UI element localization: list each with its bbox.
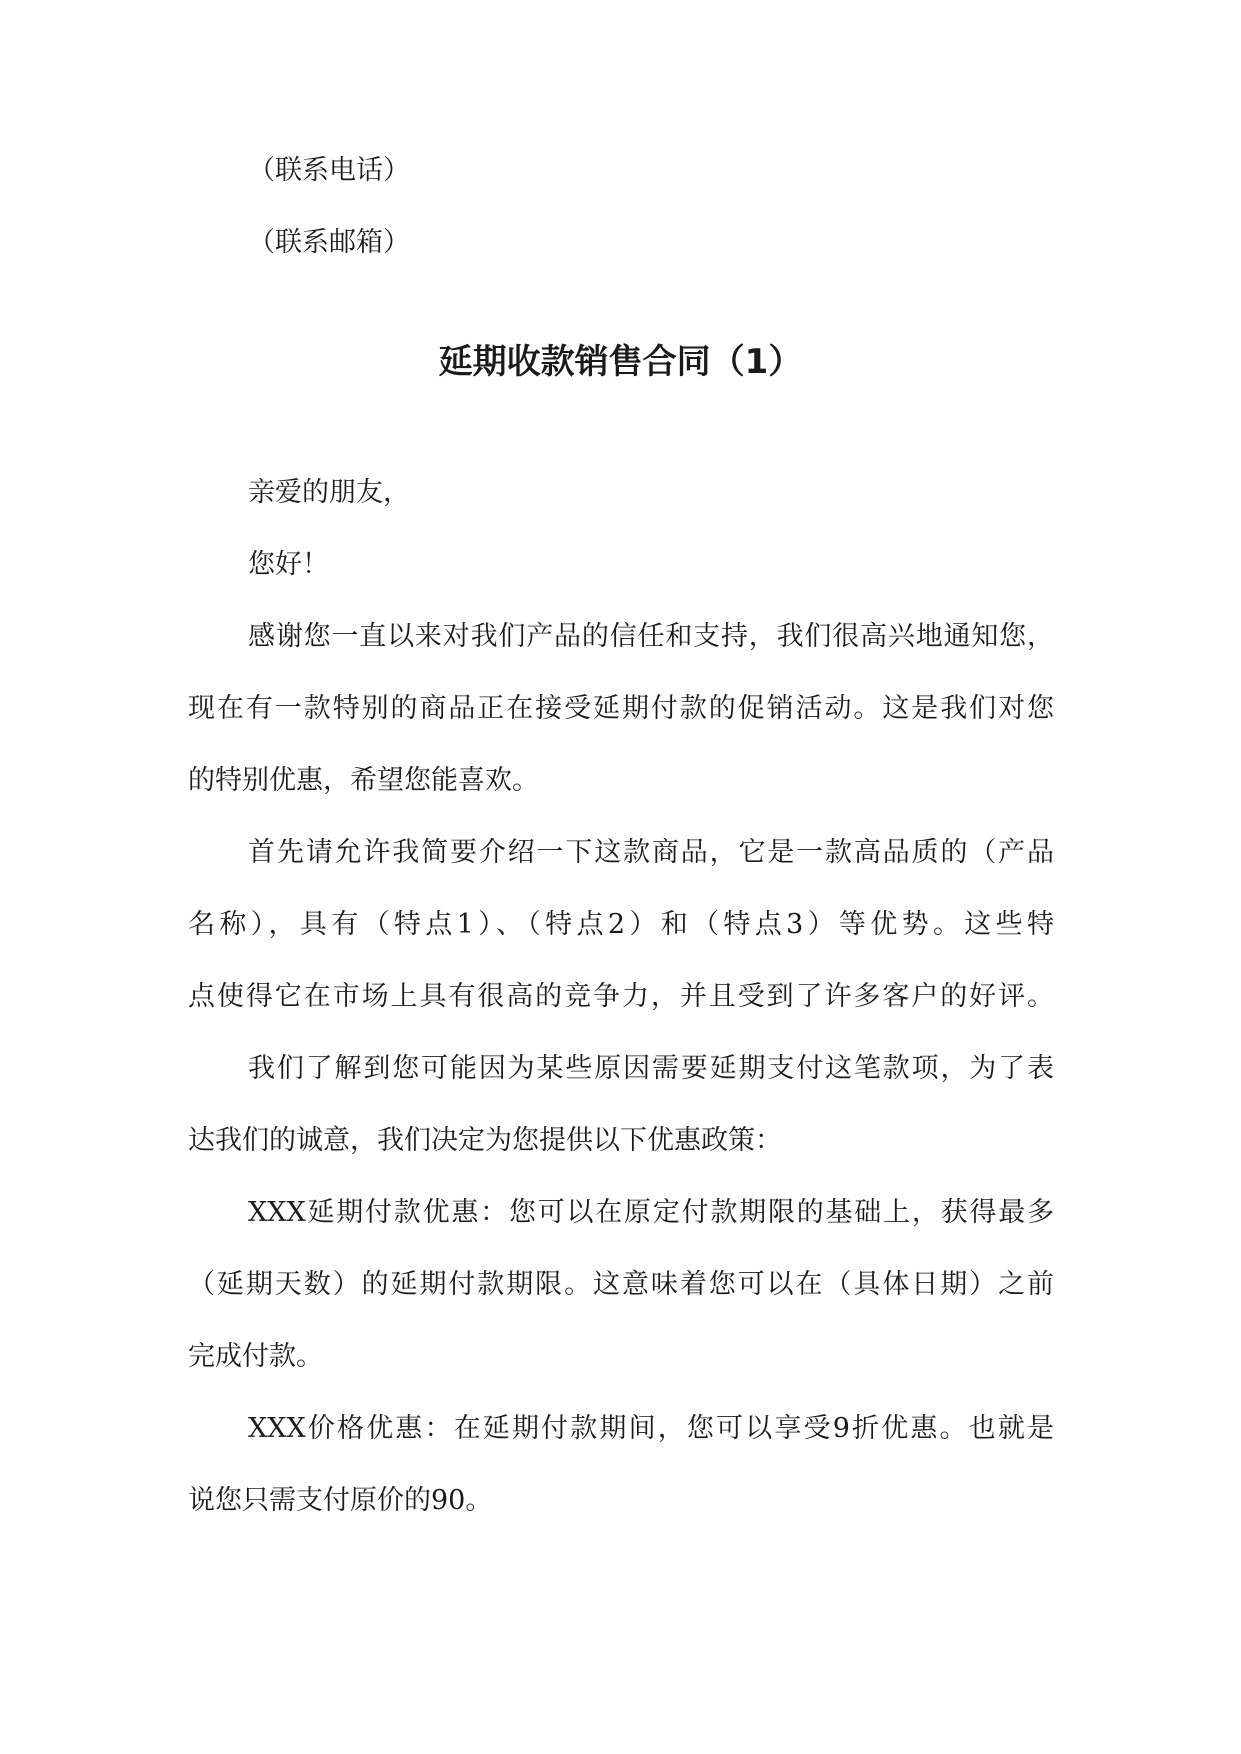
paragraph-4-line-2: （延期天数）的延期付款期限。这意味着您可以在（具体日期）之前 [188,1269,1054,1300]
paragraph-2-line-2: 名称），具有（特点1）、（特点2）和（特点3）等优势。这些特 [188,909,1054,940]
paragraph-2-line-1: 首先请允许我简要介绍一下这款商品，它是一款高品质的（产品 [248,837,1054,868]
paragraph-3-line-2: 达我们的诚意，我们决定为您提供以下优惠政策： [188,1125,782,1156]
paragraph-5-line-1: XXX价格优惠：在延期付款期间，您可以享受9折优惠。也就是 [248,1413,1054,1444]
paragraph-5-line-2: 说您只需支付原价的90。 [188,1485,493,1516]
document-title: 延期收款销售合同（1） [438,342,803,382]
paragraph-1-line-3: 的特别优惠，希望您能喜欢。 [188,765,539,796]
salutation: 亲爱的朋友， [248,477,410,508]
paragraph-3-line-1: 我们了解到您可能因为某些原因需要延期支付这笔款项，为了表 [248,1053,1054,1084]
paragraph-1-line-2: 现在有一款特别的商品正在接受延期付款的促销活动。这是我们对您 [188,693,1054,724]
paragraph-4-line-1: XXX延期付款优惠：您可以在原定付款期限的基础上，获得最多 [248,1197,1054,1228]
contact-phone: （联系电话） [248,155,410,186]
greeting-hello: 您好！ [248,549,329,580]
paragraph-4-line-3: 完成付款。 [188,1341,323,1372]
contact-email: （联系邮箱） [248,227,410,258]
paragraph-1-line-1: 感谢您一直以来对我们产品的信任和支持，我们很高兴地通知您， [248,621,1054,652]
paragraph-2-line-3: 点使得它在市场上具有很高的竞争力，并且受到了许多客户的好评。 [188,981,1054,1012]
